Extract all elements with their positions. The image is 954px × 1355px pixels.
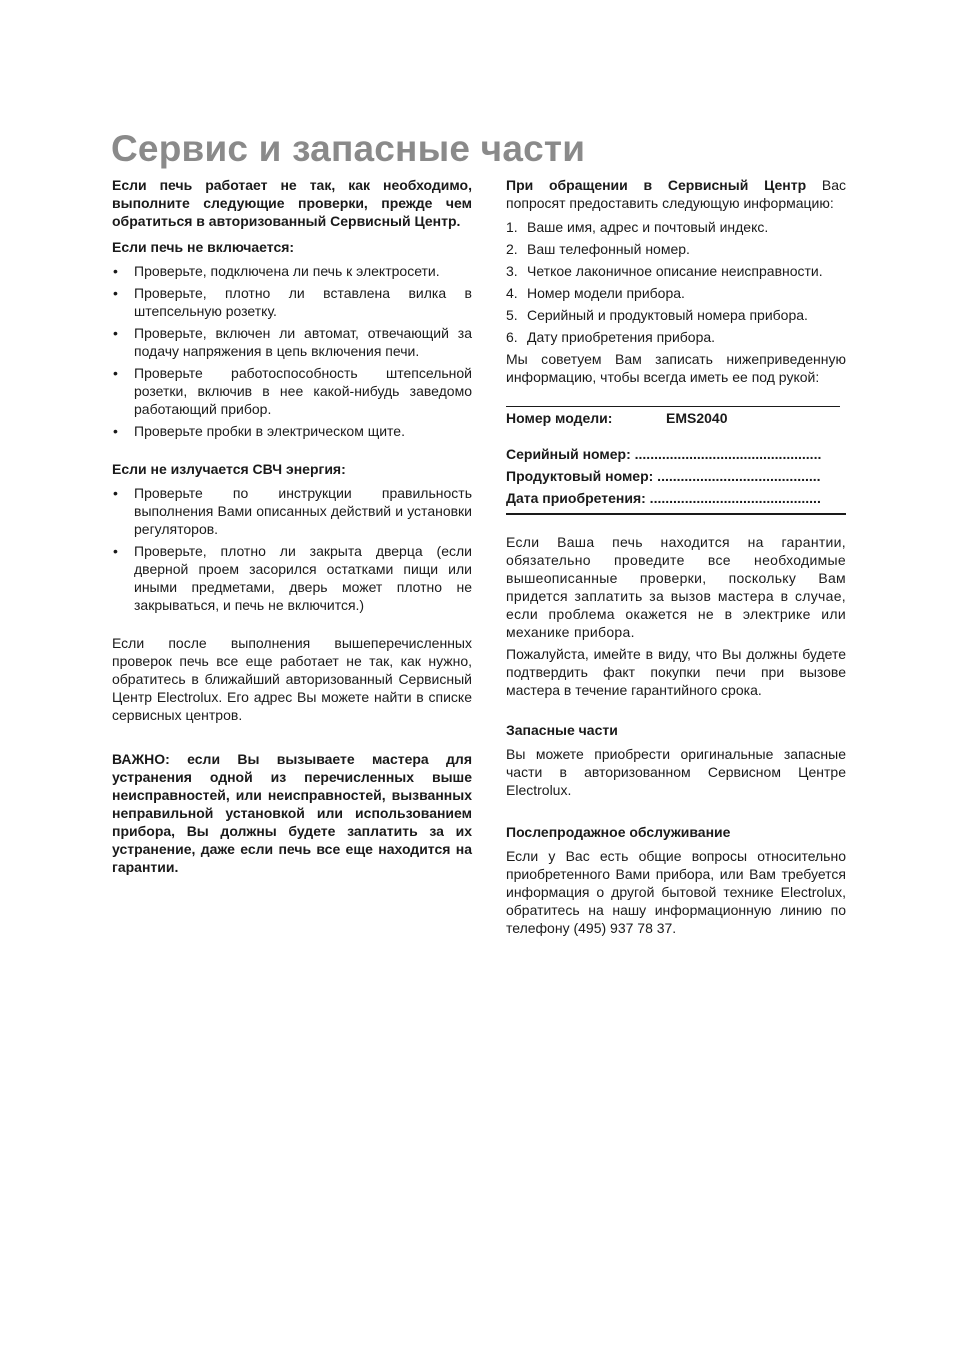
no-power-heading: Если печь не включается: [112, 239, 295, 255]
contact-intro: При обращении в Сервисный Центр Вас попросят предоставить следующую информацию: [506, 177, 846, 211]
product-line: Продуктовый номер: .......................................... [506, 468, 821, 484]
after-sales-text: Если у Вас есть общие вопросы относительно приобретенного Вами прибора, или Вам требуется информация о другой бытовой технике Electrolux, обратитесь на нашу информационную линию по телефону (495) 937 78 37. [506, 848, 846, 936]
no-microwave-heading: Если не излучается СВЧ энергия: [112, 461, 346, 477]
list-item: 1. Ваше имя, адрес и почтовый индекс. [506, 219, 769, 235]
serial-row [506, 443, 846, 465]
model-value: EMS2040 [666, 410, 728, 426]
list-item: • Проверьте по инструкции правильность выполнения Вами описанных действий и установки регуляторов. [113, 485, 472, 537]
bullet-icon: • [113, 263, 118, 279]
list-item: • Проверьте, плотно ли вставлена вилка в штепсельную розетку. [113, 285, 472, 319]
warranty-text-1: Если Ваша печь находится на гарантии, обязательно проведите все необходимые вышеописанные проверки, поскольку Вам придется заплатить за вызов мастера в случае, если проблема окажется не в электрике или механике прибора. [506, 534, 846, 640]
left-column [112, 176, 472, 876]
bullet-icon: • [113, 365, 118, 381]
list-item: 5. Серийный и продуктовый номера прибора. [506, 307, 808, 323]
bullet-icon: • [113, 285, 118, 301]
advice-text: Мы советуем Вам записать нижеприведенную информацию, чтобы всегда иметь ее под рукой: [506, 351, 846, 385]
page-title: Сервис и запасные части [111, 128, 586, 169]
no-power-list [112, 262, 472, 440]
list-item: • Проверьте работоспособность штепсельной розетки, включив в нее какой-нибудь заведомо работающий прибор. [113, 365, 472, 417]
no-microwave-list [112, 484, 472, 614]
spare-parts-text: Вы можете приобрести оригинальные запасные части в авторизованном Сервисном Центре Electrolux. [506, 746, 846, 798]
model-label: Номер модели: [506, 410, 613, 426]
divider [506, 513, 846, 515]
list-item: • Проверьте, плотно ли закрыта дверца (если дверной проем засорился остатками пищи или иными предметами, дверь может плотно не закрываться, и печь не включится.) [113, 543, 472, 613]
list-item: 6. Дату приобретения прибора. [506, 329, 716, 345]
info-list [506, 218, 846, 346]
spare-parts-heading: Запасные части [506, 722, 618, 738]
after-checks-text: Если после выполнения вышеперечисленных проверок печь все еще работает не так, как нужно, обратитесь в ближайший авторизованный Сервисный Центр Electrolux. Его адрес Вы можете найти в списке сервисных центров. [112, 635, 472, 723]
product-row [506, 465, 846, 487]
list-item: 4. Номер модели прибора. [506, 285, 685, 301]
bullet-icon: • [113, 325, 118, 341]
intro-text: Если печь работает не так, как необходимо, выполните следующие проверки, прежде чем обратиться в авторизованный Сервисный Центр. [112, 177, 472, 229]
after-sales-heading: Послепродажное обслуживание [506, 824, 731, 840]
bullet-icon: • [113, 543, 118, 559]
list-item: 2. Ваш телефонный номер. [506, 241, 690, 257]
list-item: • Проверьте, подключена ли печь к электросети. [113, 263, 440, 279]
serial-line: Серийный номер: ................................................ [506, 446, 822, 462]
right-column [506, 176, 846, 937]
important-notice: ВАЖНО: если Вы вызываете мастера для устранения одной из перечисленных выше неисправностей, или неисправностей, вызванных неправильной установкой или использованием прибора, Вы должны будете заплатить за их устранение, даже если печь все еще находится на гарантии. [112, 751, 472, 875]
list-item: 3. Четкое лаконичное описание неисправности. [506, 263, 823, 279]
warranty-text-2: Пожалуйста, имейте в виду, что Вы должны будете подтвердить факт покупки печи при вызове мастера в течение гарантийного срока. [506, 646, 846, 698]
date-line: Дата приобретения: ............................................ [506, 490, 821, 506]
list-item: • Проверьте, включен ли автомат, отвечающий за подачу напряжения в цепь включения печи. [113, 325, 472, 359]
list-item: • Проверьте пробки в электрическом щите. [113, 423, 405, 439]
bullet-icon: • [113, 423, 118, 439]
model-row [506, 407, 846, 429]
bullet-icon: • [113, 485, 118, 501]
date-row [506, 487, 846, 509]
